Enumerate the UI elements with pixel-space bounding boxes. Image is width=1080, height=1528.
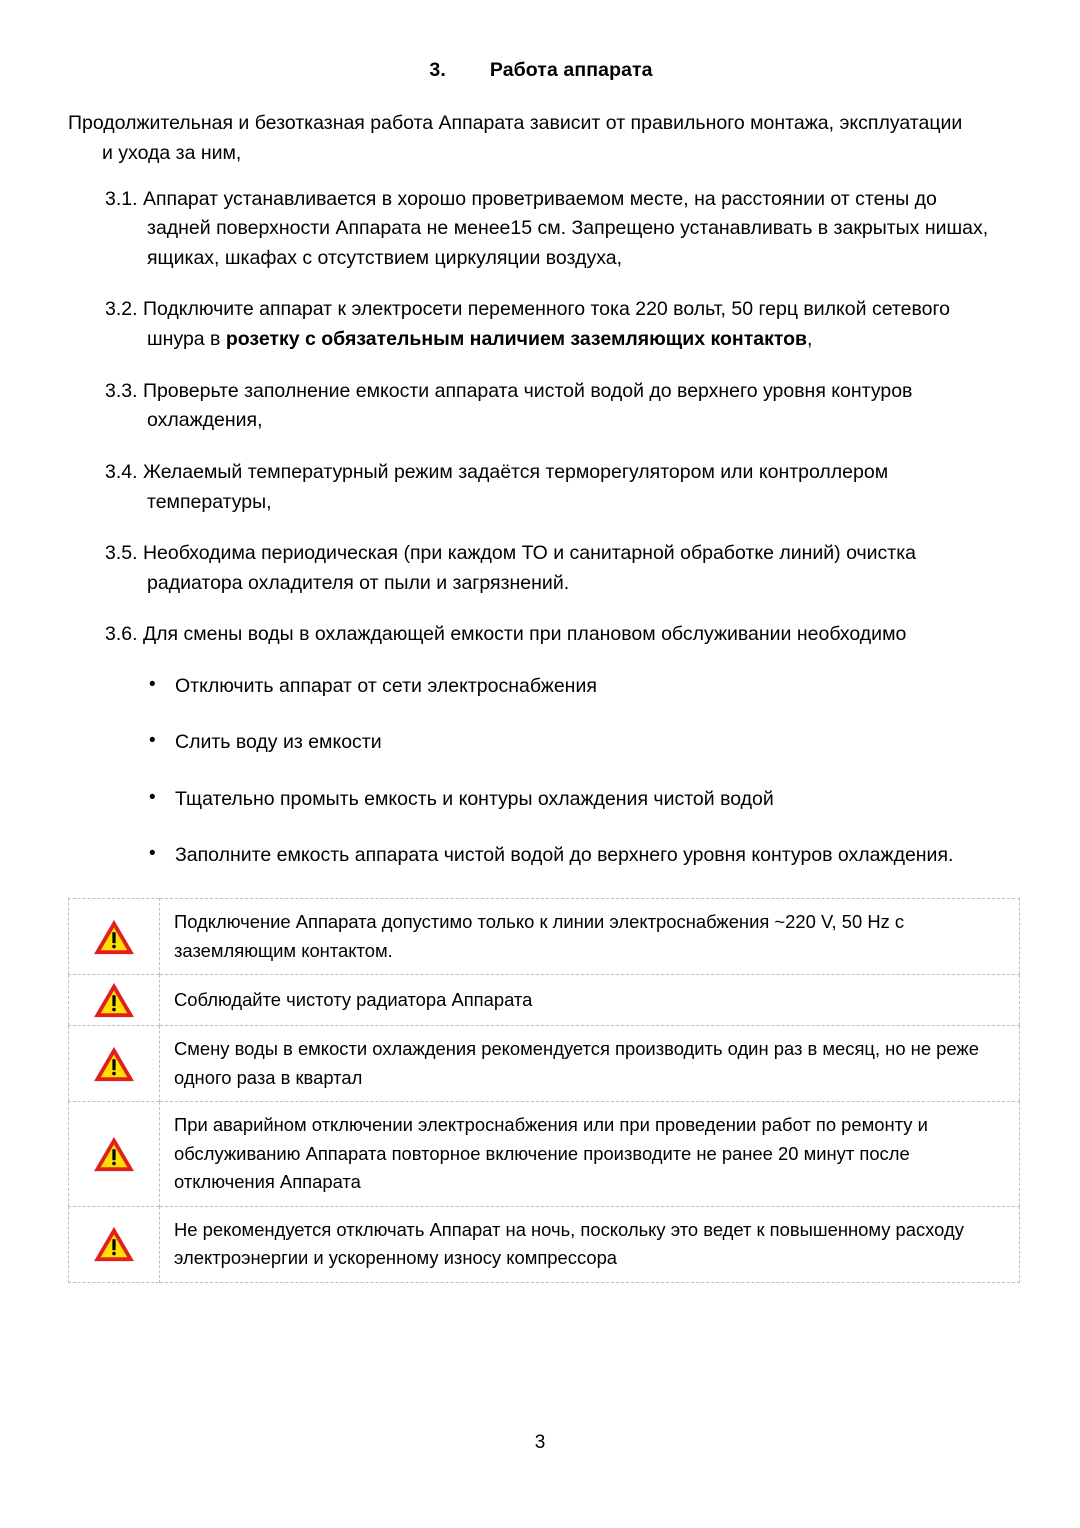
heading-number: 3. bbox=[429, 59, 446, 81]
warning-triangle-icon bbox=[93, 1135, 135, 1173]
table-row bbox=[69, 975, 1020, 1026]
clause-3-1-line-1: 3.1. Аппарат устанавливается в хорошо проветриваемом месте, на расстоянии от стены до bbox=[105, 187, 937, 210]
bullet-icon: • bbox=[149, 730, 156, 752]
warning-icon-cell bbox=[69, 975, 160, 1026]
bullet-icon: • bbox=[149, 786, 156, 808]
list-item bbox=[145, 841, 1014, 870]
clause-3-2-text-pre: шнура в bbox=[147, 328, 226, 351]
clause-3-2-text-post: , bbox=[807, 328, 813, 351]
intro-line-2: и ухода за ним, bbox=[102, 141, 242, 164]
clause-3-3-line-2: охлаждения, bbox=[147, 409, 263, 432]
clause-3-3-line-1: 3.3. Проверьте заполнение емкости аппарата чистой водой до верхнего уровня контуров bbox=[105, 379, 913, 402]
bullet-icon: • bbox=[149, 674, 156, 696]
clause-3-4-line-1: 3.4. Желаемый температурный режим задаётся терморегулятором или контроллером bbox=[105, 460, 889, 483]
warnings-table bbox=[68, 898, 1020, 1283]
list-item-label: Отключить аппарат от сети электроснабжения bbox=[175, 675, 597, 698]
maintenance-step-list bbox=[68, 672, 1014, 870]
page-content bbox=[68, 58, 1014, 1283]
warning-text: Смену воды в емкости охлаждения рекомендуется производить один раз в месяц, но не реже одного раза в квартал bbox=[174, 1038, 979, 1088]
clause-3-2 bbox=[68, 295, 1014, 354]
clause-3-4 bbox=[68, 458, 1014, 517]
warning-text: Соблюдайте чистоту радиатора Аппарата bbox=[174, 988, 533, 1010]
clause-3-5 bbox=[68, 539, 1014, 598]
page-title bbox=[68, 58, 1014, 83]
page-number: 3 bbox=[534, 1432, 546, 1453]
list-item bbox=[145, 672, 1014, 701]
warning-icon-cell bbox=[69, 1026, 160, 1102]
warning-icon-cell bbox=[69, 1206, 160, 1282]
clause-3-6 bbox=[68, 620, 1014, 650]
list-item bbox=[145, 785, 1014, 814]
clause-3-1-line-3: ящиках, шкафах с отсутствием циркуляции воздуха, bbox=[147, 246, 622, 269]
list-item-label: Заполните емкость аппарата чистой водой до верхнего уровня контуров охлаждения. bbox=[175, 843, 954, 866]
clause-3-3 bbox=[68, 377, 1014, 436]
clause-3-5-line-2: радиатора охладителя от пыли и загрязнений. bbox=[147, 571, 570, 594]
list-item bbox=[145, 728, 1014, 757]
heading-text: Работа аппарата bbox=[489, 59, 653, 81]
table-row bbox=[69, 1206, 1020, 1282]
warning-triangle-icon bbox=[93, 918, 135, 956]
warning-icon-cell bbox=[69, 899, 160, 975]
clause-3-5-line-1: 3.5. Необходима периодическая (при каждом ТО и санитарной обработке линий) очистка bbox=[105, 542, 917, 565]
clause-3-4-line-2: температуры, bbox=[147, 490, 272, 513]
intro-line-1: Продолжительная и безотказная работа Аппарата зависит от правильного монтажа, эксплуатации bbox=[68, 112, 963, 135]
intro-paragraph bbox=[68, 109, 1014, 168]
warning-triangle-icon bbox=[93, 981, 135, 1019]
table-row bbox=[69, 1102, 1020, 1207]
warning-triangle-icon bbox=[93, 1225, 135, 1263]
warning-icon-cell bbox=[69, 1102, 160, 1207]
warning-text: При аварийном отключении электроснабжения или при проведении работ по ремонту и обслуживанию Аппарата повторное включение производите не ранее 20 минут после отключения Аппарата bbox=[174, 1114, 928, 1193]
list-item-label: Тщательно промыть емкость и контуры охлаждения чистой водой bbox=[175, 787, 774, 810]
clause-3-2-line-1: 3.2. Подключите аппарат к электросети переменного тока 220 вольт, 50 герц вилкой сетевого bbox=[105, 298, 950, 321]
clause-3-2-line-2 bbox=[105, 325, 1014, 355]
clause-3-1 bbox=[68, 185, 1014, 274]
clause-3-1-line-2: задней поверхности Аппарата не менее15 см. Запрещено устанавливать в закрытых нишах, bbox=[147, 217, 989, 240]
warning-triangle-icon bbox=[93, 1045, 135, 1083]
table-row bbox=[69, 899, 1020, 975]
warning-text: Не рекомендуется отключать Аппарат на ночь, поскольку это ведет к повышенному расходу электроэнергии и ускоренному износу компрессора bbox=[174, 1218, 964, 1269]
warning-text: Подключение Аппарата допустимо только к линии электроснабжения ~220 V, 50 Hz с заземляющим контактом. bbox=[174, 911, 905, 961]
table-row bbox=[69, 1026, 1020, 1102]
list-item-label: Слить воду из емкости bbox=[175, 731, 382, 754]
clause-3-6-line-1: 3.6. Для смены воды в охлаждающей емкости при плановом обслуживании необходимо bbox=[105, 623, 907, 646]
bullet-icon: • bbox=[149, 842, 156, 864]
clause-3-2-text-bold: розетку с обязательным наличием заземляющих контактов bbox=[225, 328, 808, 351]
